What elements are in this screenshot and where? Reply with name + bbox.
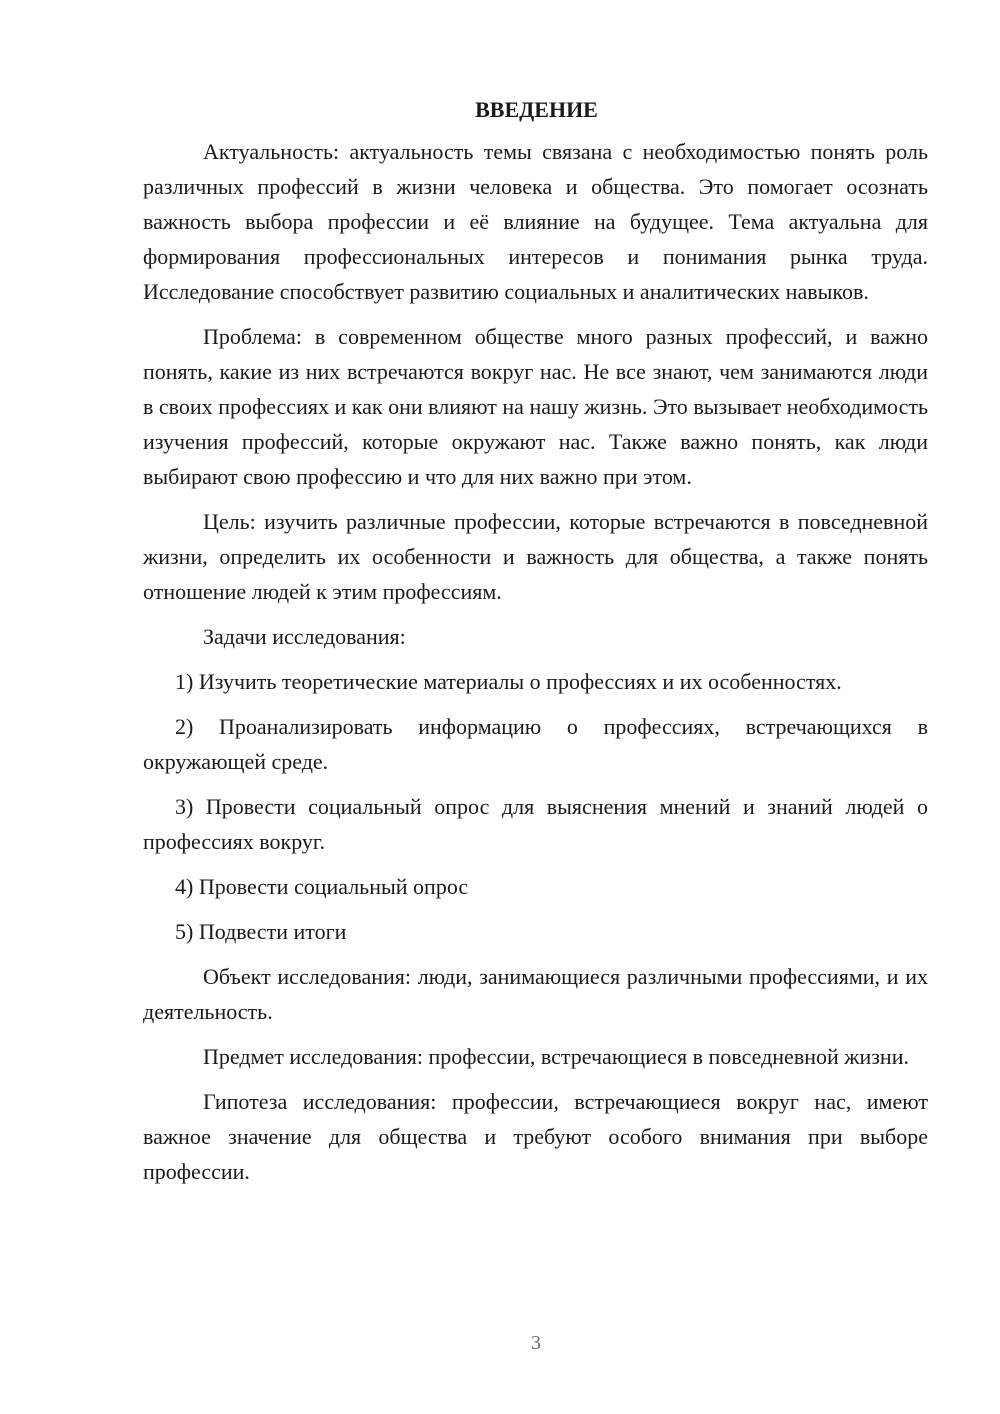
object-paragraph: Объект исследования: люди, занимающиеся различными профессиями, и их деятельность.	[143, 964, 928, 1024]
relevance-paragraph: Актуальность: актуальность темы связана с необходимостью понять роль различных профессий в жизни человека и общества. Это помогает осознать важность выбора профессии и её влияние на будущее. Тема актуальна для формирования профессиональных интересов и понимания рынка труда. Исследование способствует развитию социальных и аналитических навыков.	[143, 139, 928, 304]
tasks-heading: Задачи исследования:	[203, 624, 406, 649]
task-item-3: 3) Провести социальный опрос для выяснения мнений и знаний людей о профессиях вокруг.	[143, 794, 928, 854]
goal-paragraph: Цель: изучить различные профессии, которые встречаются в повседневной жизни, определить их особенности и важность для общества, а также понять отношение людей к этим профессиям.	[143, 509, 928, 604]
page-number: 3	[531, 1332, 541, 1354]
hypothesis-paragraph: Гипотеза исследования: профессии, встречающиеся вокруг нас, имеют важное значение для общества и требуют особого внимания при выборе профессии.	[143, 1089, 928, 1184]
task-item-5: 5) Подвести итоги	[175, 919, 347, 944]
problem-paragraph: Проблема: в современном обществе много разных профессий, и важно понять, какие из них встречаются вокруг нас. Не все знают, чем занимаются люди в своих профессиях и как они влияют на нашу жизнь. Это вызывает необходимость изучения профессий, которые окружают нас. Также важно понять, как люди выбирают свою профессию и что для них важно при этом.	[143, 324, 928, 489]
subject-paragraph: Предмет исследования: профессии, встречающиеся в повседневной жизни.	[203, 1044, 909, 1069]
task-item-4: 4) Провести социальный опрос	[175, 874, 469, 899]
document-page	[143, 92, 928, 1199]
task-item-1: 1) Изучить теоретические материалы о профессиях и их особенностях.	[175, 669, 842, 694]
task-item-2: 2) Проанализировать информацию о профессиях, встречающихся в окружающей среде.	[143, 714, 928, 774]
page-title: ВВЕДЕНИЕ	[475, 97, 598, 122]
